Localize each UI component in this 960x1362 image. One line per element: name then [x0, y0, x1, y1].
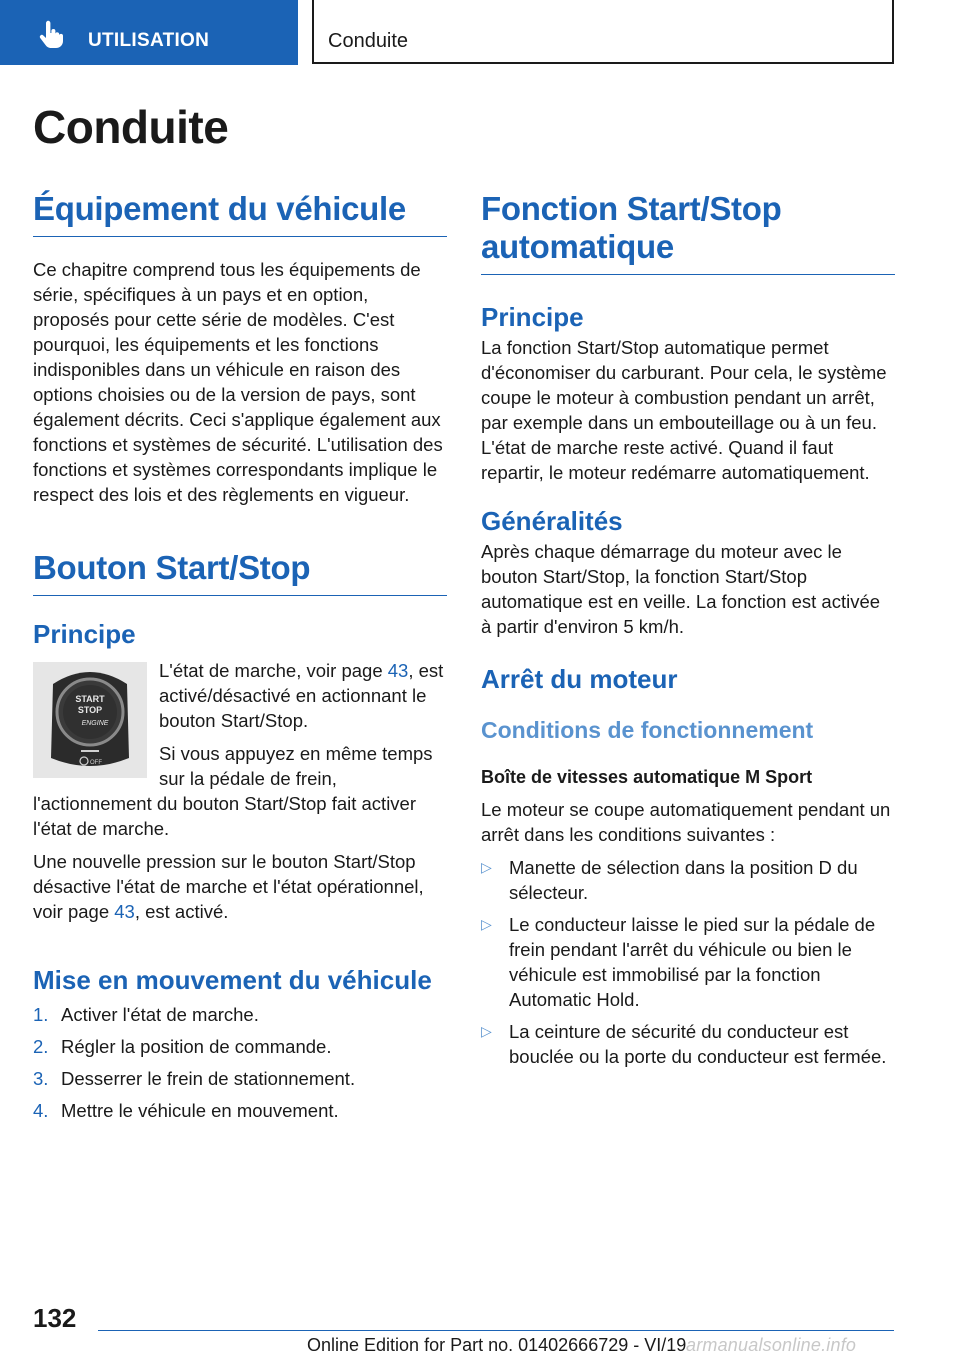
step-text: Régler la position de commande.: [61, 1036, 332, 1057]
principe-section: [33, 658, 447, 924]
triangle-bullet-icon: ▷: [481, 916, 492, 932]
button-stop-text: STOP: [77, 705, 103, 715]
hand-pointer-icon: [36, 20, 66, 50]
step-text: Activer l'état de marche.: [61, 1004, 259, 1025]
condition-text: Manette de sélection dans la position D du sélecteur.: [509, 857, 858, 903]
step-text: Desserrer le frein de stationnement.: [61, 1068, 356, 1089]
footer-divider: [98, 1330, 894, 1331]
conditions-list: [481, 855, 895, 1069]
right-principe-text: La fonction Start/Stop automatique permet d'économiser du carburant. Pour cela, le système coupe le moteur à combustion pendant un arrêt, par exemple dans un embouteillage ou à un feu. L'état de marche reste activé. Quand il faut repartir, le moteur redémarre automatiquement.: [481, 337, 887, 483]
steps-list: [33, 1002, 447, 1123]
step-item: [33, 1034, 447, 1059]
condition-text: Le conducteur laisse le pied sur la pédale de frein pendant l'arrêt du véhicule ou bien le véhicule est immobilisé par la fonction Automatic Hold.: [509, 914, 876, 1010]
principe-text-3b: , est activé.: [134, 901, 229, 922]
principe-paragraph-2: Si vous appuyez en même temps sur la pédale de frein, l'actionnement du bouton Start/Stop fait activer l'état de marche.: [33, 743, 433, 839]
right-principe-heading: Principe: [481, 302, 584, 332]
step-number: 4.: [33, 1100, 49, 1121]
step-number: 1.: [33, 1004, 49, 1025]
start-stop-button-heading: Bouton Start/Stop: [33, 549, 447, 596]
step-item: [33, 1066, 447, 1091]
chapter-box: [312, 0, 894, 64]
section-tab: [0, 0, 298, 65]
section-label: UTILISATION: [88, 30, 210, 51]
principe-paragraph-3: [33, 849, 447, 924]
step-number: 2.: [33, 1036, 49, 1057]
mise-en-mouvement-heading: Mise en mouvement du véhicule: [33, 965, 432, 995]
equipment-heading: Équipement du véhicule: [33, 190, 447, 237]
triangle-bullet-icon: ▷: [481, 1023, 492, 1039]
condition-item: [481, 855, 895, 905]
start-stop-button-illustration: [33, 662, 147, 778]
triangle-bullet-icon: ▷: [481, 859, 492, 875]
boite-vitesses-heading: Boîte de vitesses automatique M Sport: [481, 767, 813, 787]
start-stop-button-image: [33, 662, 147, 778]
page-link-43-b[interactable]: 43: [114, 901, 135, 922]
button-off-text: OFF: [90, 760, 102, 766]
arret-moteur-heading: Arrêt du moteur: [481, 664, 678, 694]
boite-vitesses-text: Le moteur se coupe automatiquement pendant un arrêt dans les conditions suivantes :: [481, 799, 891, 845]
step-item: [33, 1098, 447, 1123]
step-item: [33, 1002, 447, 1027]
button-engine-text: ENGINE: [81, 720, 109, 727]
conditions-heading: Conditions de fonctionnement: [481, 717, 814, 743]
chapter-label: Conduite: [328, 30, 409, 52]
principe-heading: Principe: [33, 619, 136, 649]
right-column: [481, 190, 895, 1076]
button-start-text: START: [75, 694, 105, 704]
condition-item: [481, 912, 895, 1012]
page-title: Conduite: [33, 101, 229, 153]
principe-text-1a: L'état de marche, voir page: [159, 660, 388, 681]
principe-text-1b: , est activé/désactivé en actionnant le bouton Start/Stop.: [159, 660, 444, 731]
principe-text-3a: Une nouvelle pression sur le bouton Start/Stop désactive l'état de marche et l'état opérationnel, voir page: [33, 851, 424, 922]
generalites-heading: Généralités: [481, 506, 623, 536]
step-text: Mettre le véhicule en mouvement.: [61, 1100, 339, 1121]
left-column: [33, 190, 447, 1130]
step-number: 3.: [33, 1068, 49, 1089]
edition-text: Online Edition for Part no. 01402666729 - VI/19: [307, 1335, 687, 1355]
equipment-text: Ce chapitre comprend tous les équipements de série, spécifiques à un pays et en option, proposés pour cette série de modèles. C'est pourquoi, les équipements et les fonctions indisponibles dans un véhicule en raison des options choisies ou de la version de pays, sont également décrits. Ceci s'applique également aux fonctions et systèmes de sécurité. L'utilisation des fonctions et systèmes correspondants implique le respect des lois et des règlements en vigueur.: [33, 259, 443, 505]
watermark-text: armanualsonline.info: [686, 1335, 857, 1355]
condition-text: La ceinture de sécurité du conducteur est bouclée ou la porte du conducteur est fermée.: [509, 1021, 887, 1067]
fonction-start-stop-heading: Fonction Start/Stop automatique: [481, 190, 895, 275]
page-link-43[interactable]: 43: [387, 660, 409, 681]
condition-item: [481, 1019, 895, 1069]
generalites-text: Après chaque démarrage du moteur avec le bouton Start/Stop, la fonction Start/Stop automatique est en veille. La fonction est activée à partir d'environ 5 km/h.: [481, 541, 881, 637]
page-number: 132: [33, 1303, 77, 1333]
